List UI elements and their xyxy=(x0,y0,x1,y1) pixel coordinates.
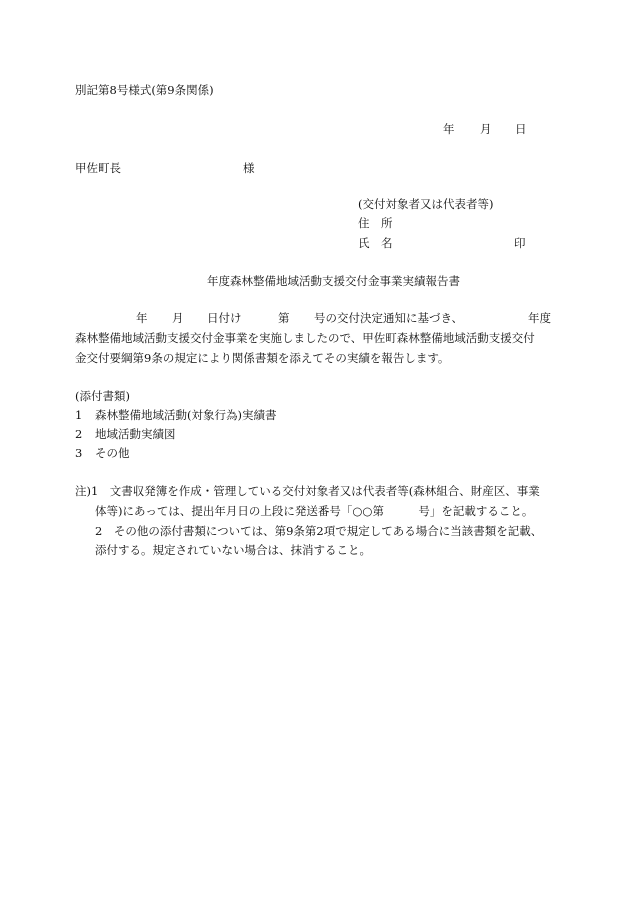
date-day-label: 日 xyxy=(515,122,527,136)
body-fiscal-year: 年度 xyxy=(528,311,551,325)
seal-mark: 印 xyxy=(514,236,526,250)
addressee-name: 甲佐町長 xyxy=(75,161,121,175)
date-month-label: 月 xyxy=(480,122,492,136)
attachment-text: 地域活動実績図 xyxy=(95,427,176,441)
attachment-text: その他 xyxy=(95,446,130,460)
body-year: 年 xyxy=(136,311,148,325)
attachment-num: 2 xyxy=(75,427,83,441)
body-month: 月 xyxy=(172,311,184,325)
form-id: 別記第8号様式(第9条関係) xyxy=(75,83,214,97)
body-line-3: 金交付要綱第9条の規定により関係書類を添えてその実績を報告します。 xyxy=(75,351,450,365)
body-no-suffix: 号の交付決定通知に基づき、 xyxy=(314,311,464,325)
attachments-heading: (添付書類) xyxy=(75,389,130,403)
attachment-text: 森林整備地域活動(対象行為)実績書 xyxy=(95,408,277,422)
note-2-line-1: 2 その他の添付書類については、第9条第2項で規定してある場合に当該書類を記載、 xyxy=(95,524,543,538)
body-line-2: 森林整備地域活動支援交付金事業を実施しましたので、甲佐町森林整備地域活動支援交付 xyxy=(75,331,535,345)
attachment-num: 3 xyxy=(75,446,83,460)
note-1-line-2: 体等)にあっては、提出年月日の上段に発送番号「○○第 号」を記載すること。 xyxy=(95,504,534,518)
note-2-line-2: 添付する。規定されていない場合は、抹消すること。 xyxy=(95,543,371,557)
name-label: 氏 名 xyxy=(358,236,393,250)
body-day: 日付け xyxy=(207,311,242,325)
date-year-label: 年 xyxy=(443,122,455,136)
addressee-honorific: 様 xyxy=(243,161,255,175)
applicant-heading: (交付対象者又は代表者等) xyxy=(358,197,494,211)
address-label: 住 所 xyxy=(358,216,393,230)
attachment-num: 1 xyxy=(75,408,83,422)
note-1-line-1: 注)1 文書収発簿を作成・管理している交付対象者又は代表者等(森林組合、財産区、事業 xyxy=(75,484,540,498)
body-no-prefix: 第 xyxy=(278,311,290,325)
report-title: 年度森林整備地域活動支援交付金事業実績報告書 xyxy=(207,274,460,288)
